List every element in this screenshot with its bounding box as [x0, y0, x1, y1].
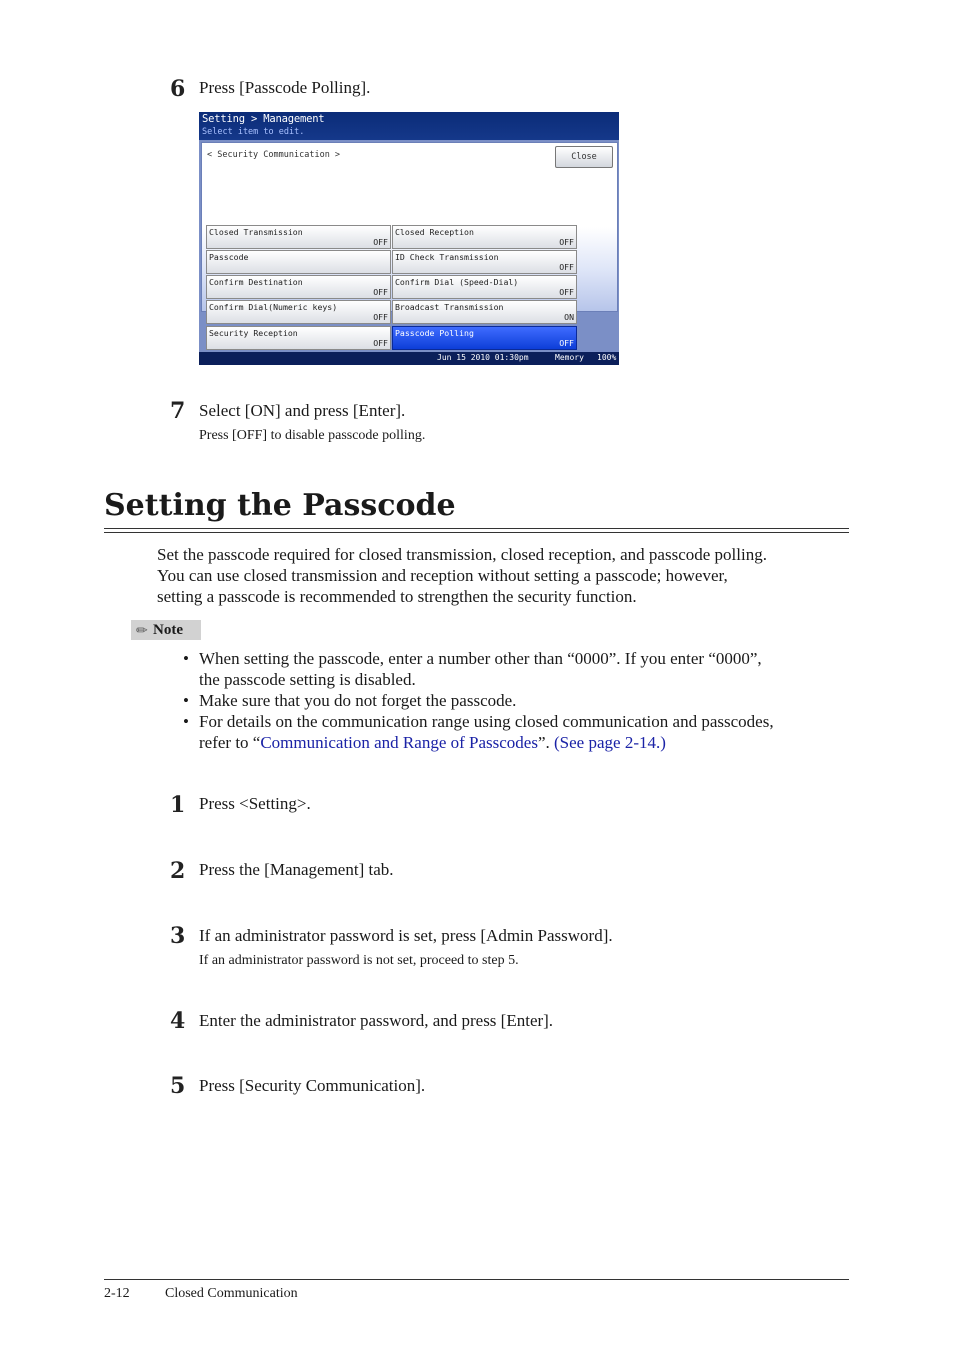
- pencil-icon: ✏: [136, 624, 148, 639]
- step-text: Press [Security Communication].: [199, 1076, 426, 1095]
- cell-value: OFF: [559, 237, 574, 247]
- step-number: 7: [170, 398, 186, 424]
- title-rule: [104, 528, 849, 529]
- section-title: Setting the Passcode: [104, 488, 456, 523]
- status-memory: Memory: [555, 353, 584, 362]
- intro-line: You can use closed transmission and reception without setting a passcode; however,: [157, 566, 728, 585]
- chapter-title: Closed Communication: [165, 1286, 298, 1301]
- step-text: Press the [Management] tab.: [199, 860, 394, 879]
- bullet-icon: •: [183, 712, 189, 731]
- cell-value: ON: [564, 312, 574, 322]
- step-subtext: Press [OFF] to disable passcode polling.: [199, 428, 426, 443]
- cell-label: Passcode Polling: [395, 328, 474, 338]
- cell-label: Passcode: [209, 252, 249, 262]
- cell-label: Confirm Destination: [209, 277, 303, 287]
- closed-reception-button[interactable]: [392, 225, 577, 249]
- passcode-button[interactable]: [206, 250, 391, 274]
- step-text: Press <Setting>.: [199, 794, 311, 813]
- intro-line: Set the passcode required for closed transmission, closed reception, and passcode polling.: [157, 545, 767, 564]
- communication-range-link[interactable]: Communication and Range of Passcodes: [260, 733, 538, 752]
- title-rule: [104, 532, 849, 533]
- list-item: [183, 690, 853, 711]
- see-page-link[interactable]: (See page 2-14.): [554, 733, 666, 752]
- cell-label: Closed Reception: [395, 227, 474, 237]
- step-number: 1: [170, 792, 186, 818]
- cell-value: OFF: [559, 287, 574, 297]
- bullet-icon: •: [183, 691, 189, 710]
- status-memory-percent: 100%: [597, 353, 617, 362]
- intro-paragraph: [157, 544, 857, 607]
- close-button[interactable]: Close: [555, 146, 613, 168]
- step-text: Enter the administrator password, and press [Enter].: [199, 1011, 554, 1030]
- confirm-destination-button[interactable]: [206, 275, 391, 299]
- confirm-dial-speed-button[interactable]: [392, 275, 577, 299]
- screen-title: Setting > Management: [202, 113, 325, 125]
- cell-label: ID Check Transmission: [395, 252, 499, 262]
- step-number: 3: [170, 923, 186, 949]
- screen-header: [199, 112, 619, 140]
- step-text: If an administrator password is set, press [Admin Password].: [199, 926, 613, 945]
- device-screen: [199, 112, 619, 365]
- cell-label: Closed Transmission: [209, 227, 303, 237]
- broadcast-transmission-button[interactable]: [392, 300, 577, 324]
- step-subtext: If an administrator password is not set, proceed to step 5.: [199, 953, 519, 968]
- screen-path: < Security Communication >: [207, 150, 341, 160]
- cell-label: Security Reception: [209, 328, 298, 338]
- cell-value: OFF: [559, 262, 574, 272]
- intro-line: setting a passcode is recommended to strengthen the security function.: [157, 587, 637, 606]
- cell-value: OFF: [373, 338, 388, 348]
- status-date: Jun 15 2010 01:30pm: [437, 353, 529, 362]
- step-number: 5: [170, 1073, 186, 1099]
- cell-value: OFF: [559, 338, 574, 348]
- note-tag: [131, 620, 201, 640]
- security-reception-button[interactable]: [206, 326, 391, 350]
- step-number: 2: [170, 858, 186, 884]
- cell-value: OFF: [373, 287, 388, 297]
- screen-subtitle: Select item to edit.: [202, 127, 305, 137]
- note-line: Make sure that you do not forget the passcode.: [199, 691, 517, 710]
- bullet-icon: •: [183, 649, 189, 668]
- cell-label: Broadcast Transmission: [395, 302, 504, 312]
- note-line: When setting the passcode, enter a number other than “0000”. If you enter “0000”,: [199, 649, 762, 668]
- step-text: Press [Passcode Polling].: [199, 78, 371, 97]
- step-number: 6: [170, 76, 186, 102]
- passcode-polling-button[interactable]: [392, 326, 577, 350]
- note-line: For details on the communication range using closed communication and passcodes,: [199, 712, 774, 731]
- list-item: [183, 711, 853, 753]
- cell-value: OFF: [373, 237, 388, 247]
- id-check-transmission-button[interactable]: [392, 250, 577, 274]
- note-label: Note: [153, 622, 183, 638]
- cell-value: OFF: [373, 312, 388, 322]
- note-list: [183, 648, 853, 753]
- note-line: the passcode setting is disabled.: [199, 670, 416, 689]
- step-number: 4: [170, 1008, 186, 1034]
- confirm-dial-numeric-button[interactable]: [206, 300, 391, 324]
- note-text: refer to “: [199, 733, 261, 752]
- footer-rule: [104, 1279, 849, 1280]
- note-text: ”.: [537, 733, 555, 752]
- page-number: 2-12: [104, 1286, 130, 1301]
- step-text: Select [ON] and press [Enter].: [199, 401, 406, 420]
- note-line: [199, 732, 853, 753]
- cell-label: Confirm Dial(Numeric keys): [209, 302, 338, 312]
- cell-label: Confirm Dial (Speed-Dial): [395, 277, 519, 287]
- closed-transmission-button[interactable]: [206, 225, 391, 249]
- list-item: [183, 648, 853, 690]
